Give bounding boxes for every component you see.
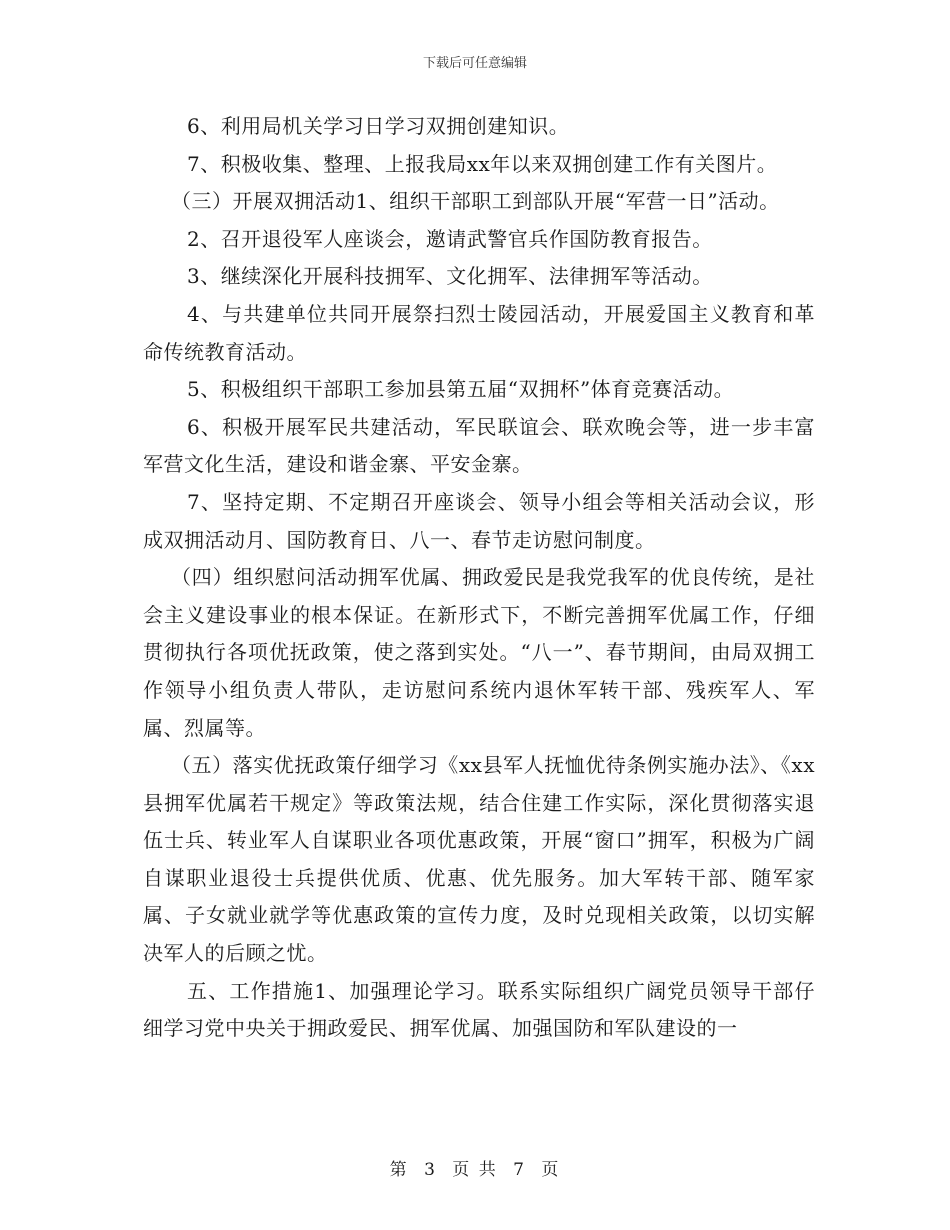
paragraph-section-3: （三）开展双拥活动1、组织干部职工到部队开展“军营一日”活动。 (171, 189, 780, 214)
footer-middle: 页 共 (452, 1160, 498, 1180)
paragraph-section-4: （四）组织慰问活动拥军优属、拥政爱民是我党我军的优良传统，是社会主义建设事业的根本保证。在新形式下，不断完善拥军优属工作，仔细贯彻执行各项优抚政策，使之落到实处。“八一”、春节期间，由局双拥工作领导小组负责人带队，走访慰问系统内退休军转干部、残疾军人、军属、烈属等。 (143, 565, 815, 740)
paragraph-section-5: （五）落实优抚政策仔细学习《xx县军人抚恤优待条例实施办法》、《xx县拥军优属若干规定》等政策法规，结合住建工作实际，深化贯彻落实退伍士兵、转业军人自谋职业各项优惠政策，开展“窗口”拥军，积极为广阔自谋职业退役士兵提供优质、优惠、优先服务。加大军转干部、随军家属、子女就业就学等优惠政策的宣传力度，及时兑现相关政策，以切实解决军人的后顾之忧。 (143, 753, 815, 966)
current-page-number: 3 (424, 1160, 437, 1180)
paragraph-item-7: 7、积极收集、整理、上报我局xx年以来双拥创建工作有关图片。 (187, 151, 778, 176)
paragraph-item-6: 6、利用局机关学习日学习双拥创建知识。 (187, 114, 570, 138)
page-footer (0, 1155, 950, 1180)
paragraph-activity-7: 7、坚持定期、不定期召开座谈会、领导小组会等相关活动会议，形成双拥活动月、国防教育日、八一、春节走访慰问制度。 (143, 489, 815, 552)
paragraph-activity-4: 4、与共建单位共同开展祭扫烈士陵园活动，开展爱国主义教育和革命传统教育活动。 (143, 301, 815, 364)
total-page-count: 7 (513, 1160, 526, 1180)
document-body (143, 108, 815, 1048)
footer-suffix: 页 (541, 1160, 561, 1180)
footer-prefix: 第 (389, 1160, 409, 1180)
paragraph-measures: 五、工作措施1、加强理论学习。联系实际组织广阔党员领导干部仔细学习党中央关于拥政爱民、拥军优属、加强国防和军队建设的一 (143, 978, 815, 1041)
paragraph-activity-3: 3、继续深化开展科技拥军、文化拥军、法律拥军等活动。 (187, 264, 713, 289)
paragraph-activity-5: 5、积极组织干部职工参加县第五届“双拥杯”体育竞赛活动。 (187, 377, 735, 402)
header-note: 下载后可任意编辑 (422, 56, 527, 71)
paragraph-activity-6: 6、积极开展军民共建活动，军民联谊会、联欢晚会等，进一步丰富军营文化生活，建设和谐金寨、平安金寨。 (143, 414, 815, 477)
paragraph-activity-2: 2、召开退役军人座谈会，邀请武警官兵作国防教育报告。 (187, 226, 713, 251)
